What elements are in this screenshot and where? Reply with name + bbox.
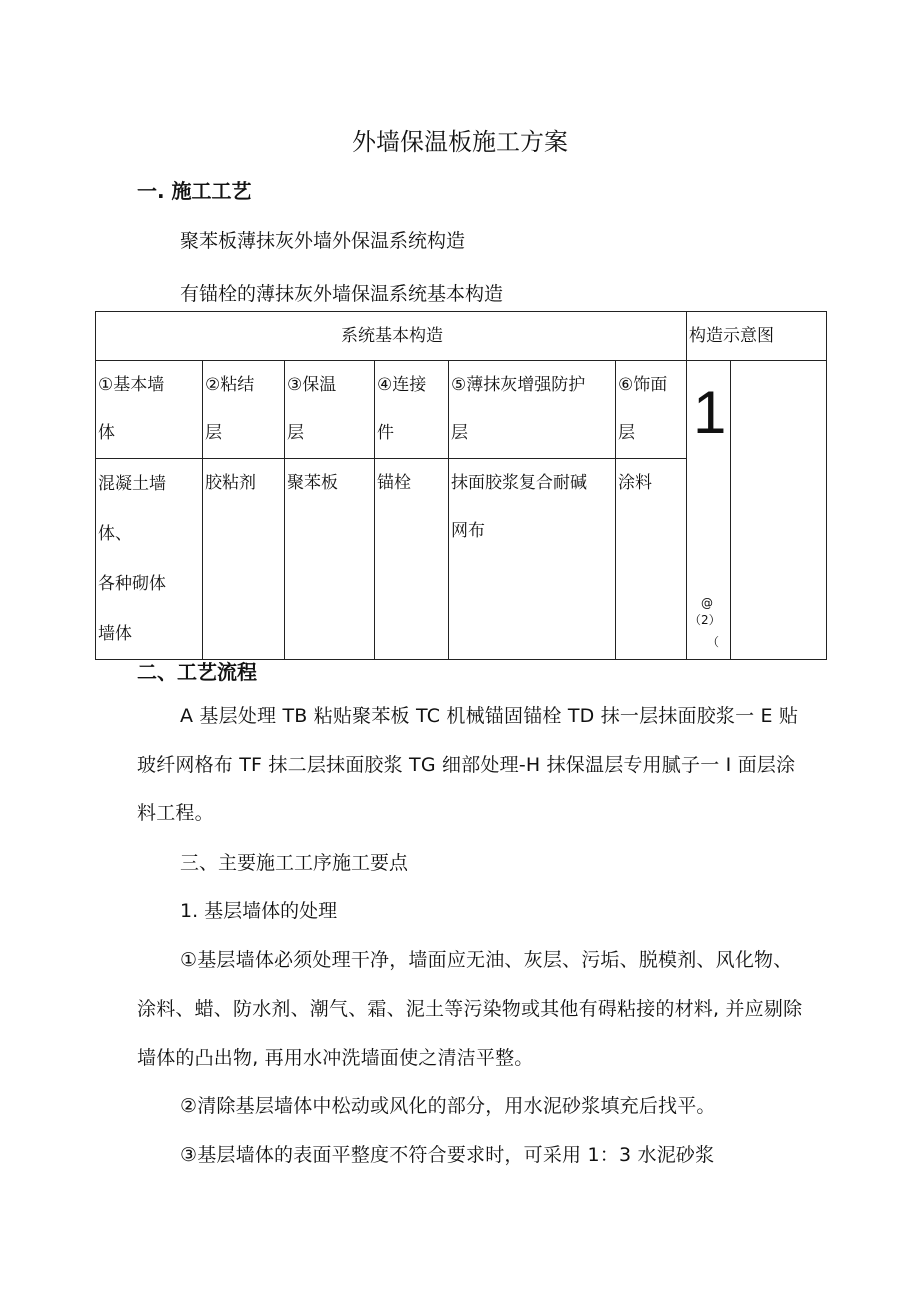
- cell-text-line: ⑥饰面: [618, 375, 668, 395]
- flow-line: A 基层处理 TB 粘贴聚苯板 TC 机械锚固锚栓 TD 抹一层抹面胶浆一 E 贴: [180, 705, 799, 727]
- table-header-main: 系统基本构造: [96, 312, 687, 361]
- diagram-cell: [687, 361, 731, 660]
- diagram-label: （: [707, 635, 720, 649]
- paragraph-line: ①基层墙体必须处理干净，墙面应无油、灰层、污垢、脱模剂、风化物、: [180, 949, 793, 971]
- cell-text-line: ①基本墙: [98, 375, 165, 395]
- cell-text-line: 体、: [98, 524, 132, 544]
- table-cell-finish: 涂料: [616, 459, 687, 660]
- diagram-label: （2）: [689, 613, 721, 627]
- structure-table: [95, 311, 827, 660]
- diagram-label: @: [701, 596, 713, 610]
- cell-text-line: 墙体: [98, 624, 132, 644]
- col-header-2: [203, 361, 285, 459]
- cell-text-line: 混凝土墙: [98, 474, 166, 494]
- diagram-cell-right: [731, 361, 827, 660]
- cell-text-line: 层: [451, 423, 468, 443]
- page-title: 外墙保温板施工方案: [352, 128, 568, 156]
- col-header-4: [375, 361, 449, 459]
- section-heading-2: 二、工艺流程: [137, 660, 257, 684]
- cell-text-line: ③保温: [287, 375, 337, 395]
- cell-text-line: 层: [205, 423, 222, 443]
- paragraph-line: 墙体的凸出物, 再用水冲洗墙面使之清洁平整。: [137, 1047, 534, 1069]
- paragraph: 聚苯板薄抹灰外墙外保温系统构造: [180, 230, 466, 252]
- paragraph-line: ②清除基层墙体中松动或风化的部分，用水泥砂浆填充后找平。: [180, 1095, 716, 1117]
- cell-text-line: 层: [287, 423, 304, 443]
- table-cell-anchor: 锚栓: [375, 459, 449, 660]
- table-cell-insulation: 聚苯板: [285, 459, 375, 660]
- col-header-3: [285, 361, 375, 459]
- table-header-figure: 构造示意图: [687, 312, 827, 361]
- paragraph-line: ③基层墙体的表面平整度不符合要求时，可采用 1：3 水泥砂浆: [180, 1144, 715, 1166]
- section-heading-1: 一. 施工工艺: [137, 179, 252, 203]
- diagram-number: 1: [693, 379, 727, 446]
- paragraph: 有锚栓的薄抹灰外墙保温系统基本构造: [180, 283, 504, 305]
- cell-text-line: ④连接: [377, 375, 427, 395]
- flow-line: 玻纤网格布 TF 抹二层抹面胶浆 TG 细部处理-H 抹保温层专用腻子一 I 面层涂: [137, 754, 796, 776]
- cell-text-line: ⑤薄抹灰增强防护: [451, 375, 586, 395]
- section-heading-3: 三、主要施工工序施工要点: [180, 852, 409, 874]
- table-cell-mesh: [449, 459, 616, 660]
- cell-text-line: ②粘结: [205, 375, 255, 395]
- cell-text-line: 层: [618, 423, 635, 443]
- col-header-5: [449, 361, 616, 459]
- col-header-6: [616, 361, 687, 459]
- col-header-1: [96, 361, 203, 459]
- cell-text-line: 件: [377, 423, 394, 443]
- cell-text-line: 体: [98, 423, 115, 443]
- cell-text-line: 各种砌体: [98, 574, 166, 594]
- cell-text-line: 抹面胶浆复合耐碱: [451, 473, 587, 493]
- table-cell-adhesive: 胶粘剂: [203, 459, 285, 660]
- flow-line: 料工程。: [137, 802, 214, 824]
- sub-heading: 1. 基层墙体的处理: [180, 900, 338, 922]
- cell-text-line: 网布: [451, 521, 485, 541]
- paragraph-line: 涂料、蜡、防水剂、潮气、霜、泥土等污染物或其他有碍粘接的材料, 并应剔除: [137, 998, 803, 1020]
- table-cell-wall: [96, 459, 203, 660]
